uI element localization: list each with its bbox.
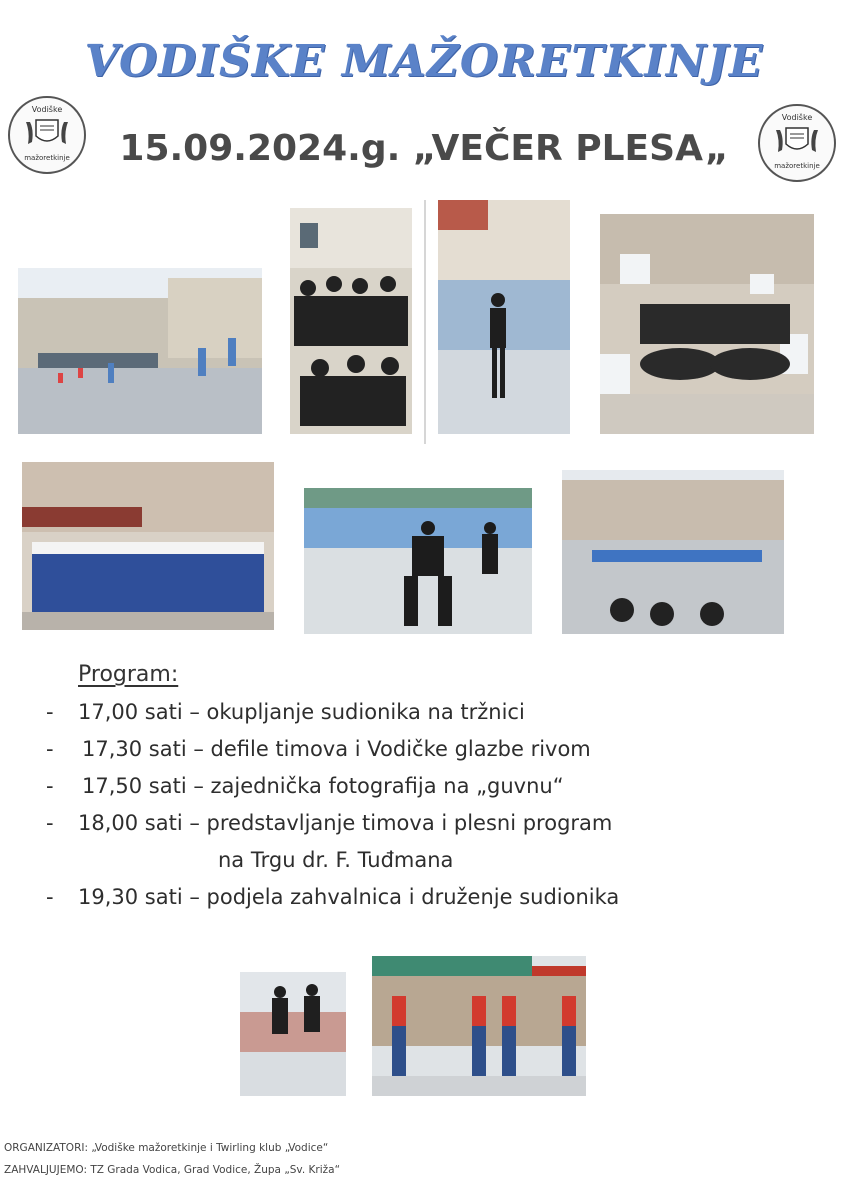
- photo-square-formation: [562, 470, 784, 634]
- list-item: - 19,30 sati – podjela zahvalnica i druženje sudionika: [46, 885, 620, 909]
- photo-group-black-costumes: [290, 208, 412, 434]
- program-item-text: 18,00 sati – predstavljanje timova i plesni program: [78, 811, 613, 835]
- program-heading: Program:: [78, 662, 179, 687]
- list-item: - 17,50 sati – zajednička fotografija na „guvnu“: [46, 774, 564, 798]
- photo-red-costume-dancers: [372, 956, 586, 1096]
- event-date-title: 15.09.2024.g. „VEČER PLESA„: [119, 128, 729, 169]
- program-item-text: 19,30 sati – podjela zahvalnica i druženje sudionika: [78, 885, 620, 909]
- photo-flag-dance: [600, 214, 814, 434]
- svg-text:Vodiške: Vodiške: [781, 113, 813, 122]
- list-item: - 17,30 sati – defile timova i Vodičke glazbe rivom: [46, 737, 591, 761]
- footer-organizers: ORGANIZATORI: „Vodiške mažoretkinje i Twirling klub „Vodice“: [4, 1142, 329, 1154]
- photo-soloist-performance: [438, 200, 570, 434]
- svg-text:mažoretkinje: mažoretkinje: [24, 154, 70, 162]
- photo-divider: [424, 200, 426, 444]
- list-item: - 18,00 sati – predstavljanje timova i plesni program: [46, 811, 613, 835]
- program-list: [46, 700, 806, 922]
- svg-text:mažoretkinje: mažoretkinje: [774, 162, 820, 170]
- poster-title: VODIŠKE MAŽORETKINJE: [84, 36, 764, 87]
- photo-dance-duo: [304, 488, 532, 634]
- program-item-text: 17,30 sati – defile timova i Vodičke glazbe rivom: [82, 737, 591, 761]
- svg-text:Vodiške: Vodiške: [31, 105, 63, 114]
- photo-majorette-lineup: [22, 462, 274, 630]
- list-item: - 17,00 sati – okupljanje sudionika na tržnici: [46, 700, 525, 724]
- program-item-continuation: na Trgu dr. F. Tuđmana: [218, 848, 454, 872]
- program-item-text: 17,50 sati – zajednička fotografija na „guvnu“: [82, 774, 564, 798]
- program-item-text: 17,00 sati – okupljanje sudionika na tržnici: [78, 700, 525, 724]
- photo-twirling-pair: [240, 972, 346, 1096]
- footer-thanks: ZAHVALJUJEMO: TZ Grada Vodica, Grad Vodice, Župa „Sv. Križa“: [4, 1164, 341, 1176]
- photo-square-dancers: [18, 268, 262, 434]
